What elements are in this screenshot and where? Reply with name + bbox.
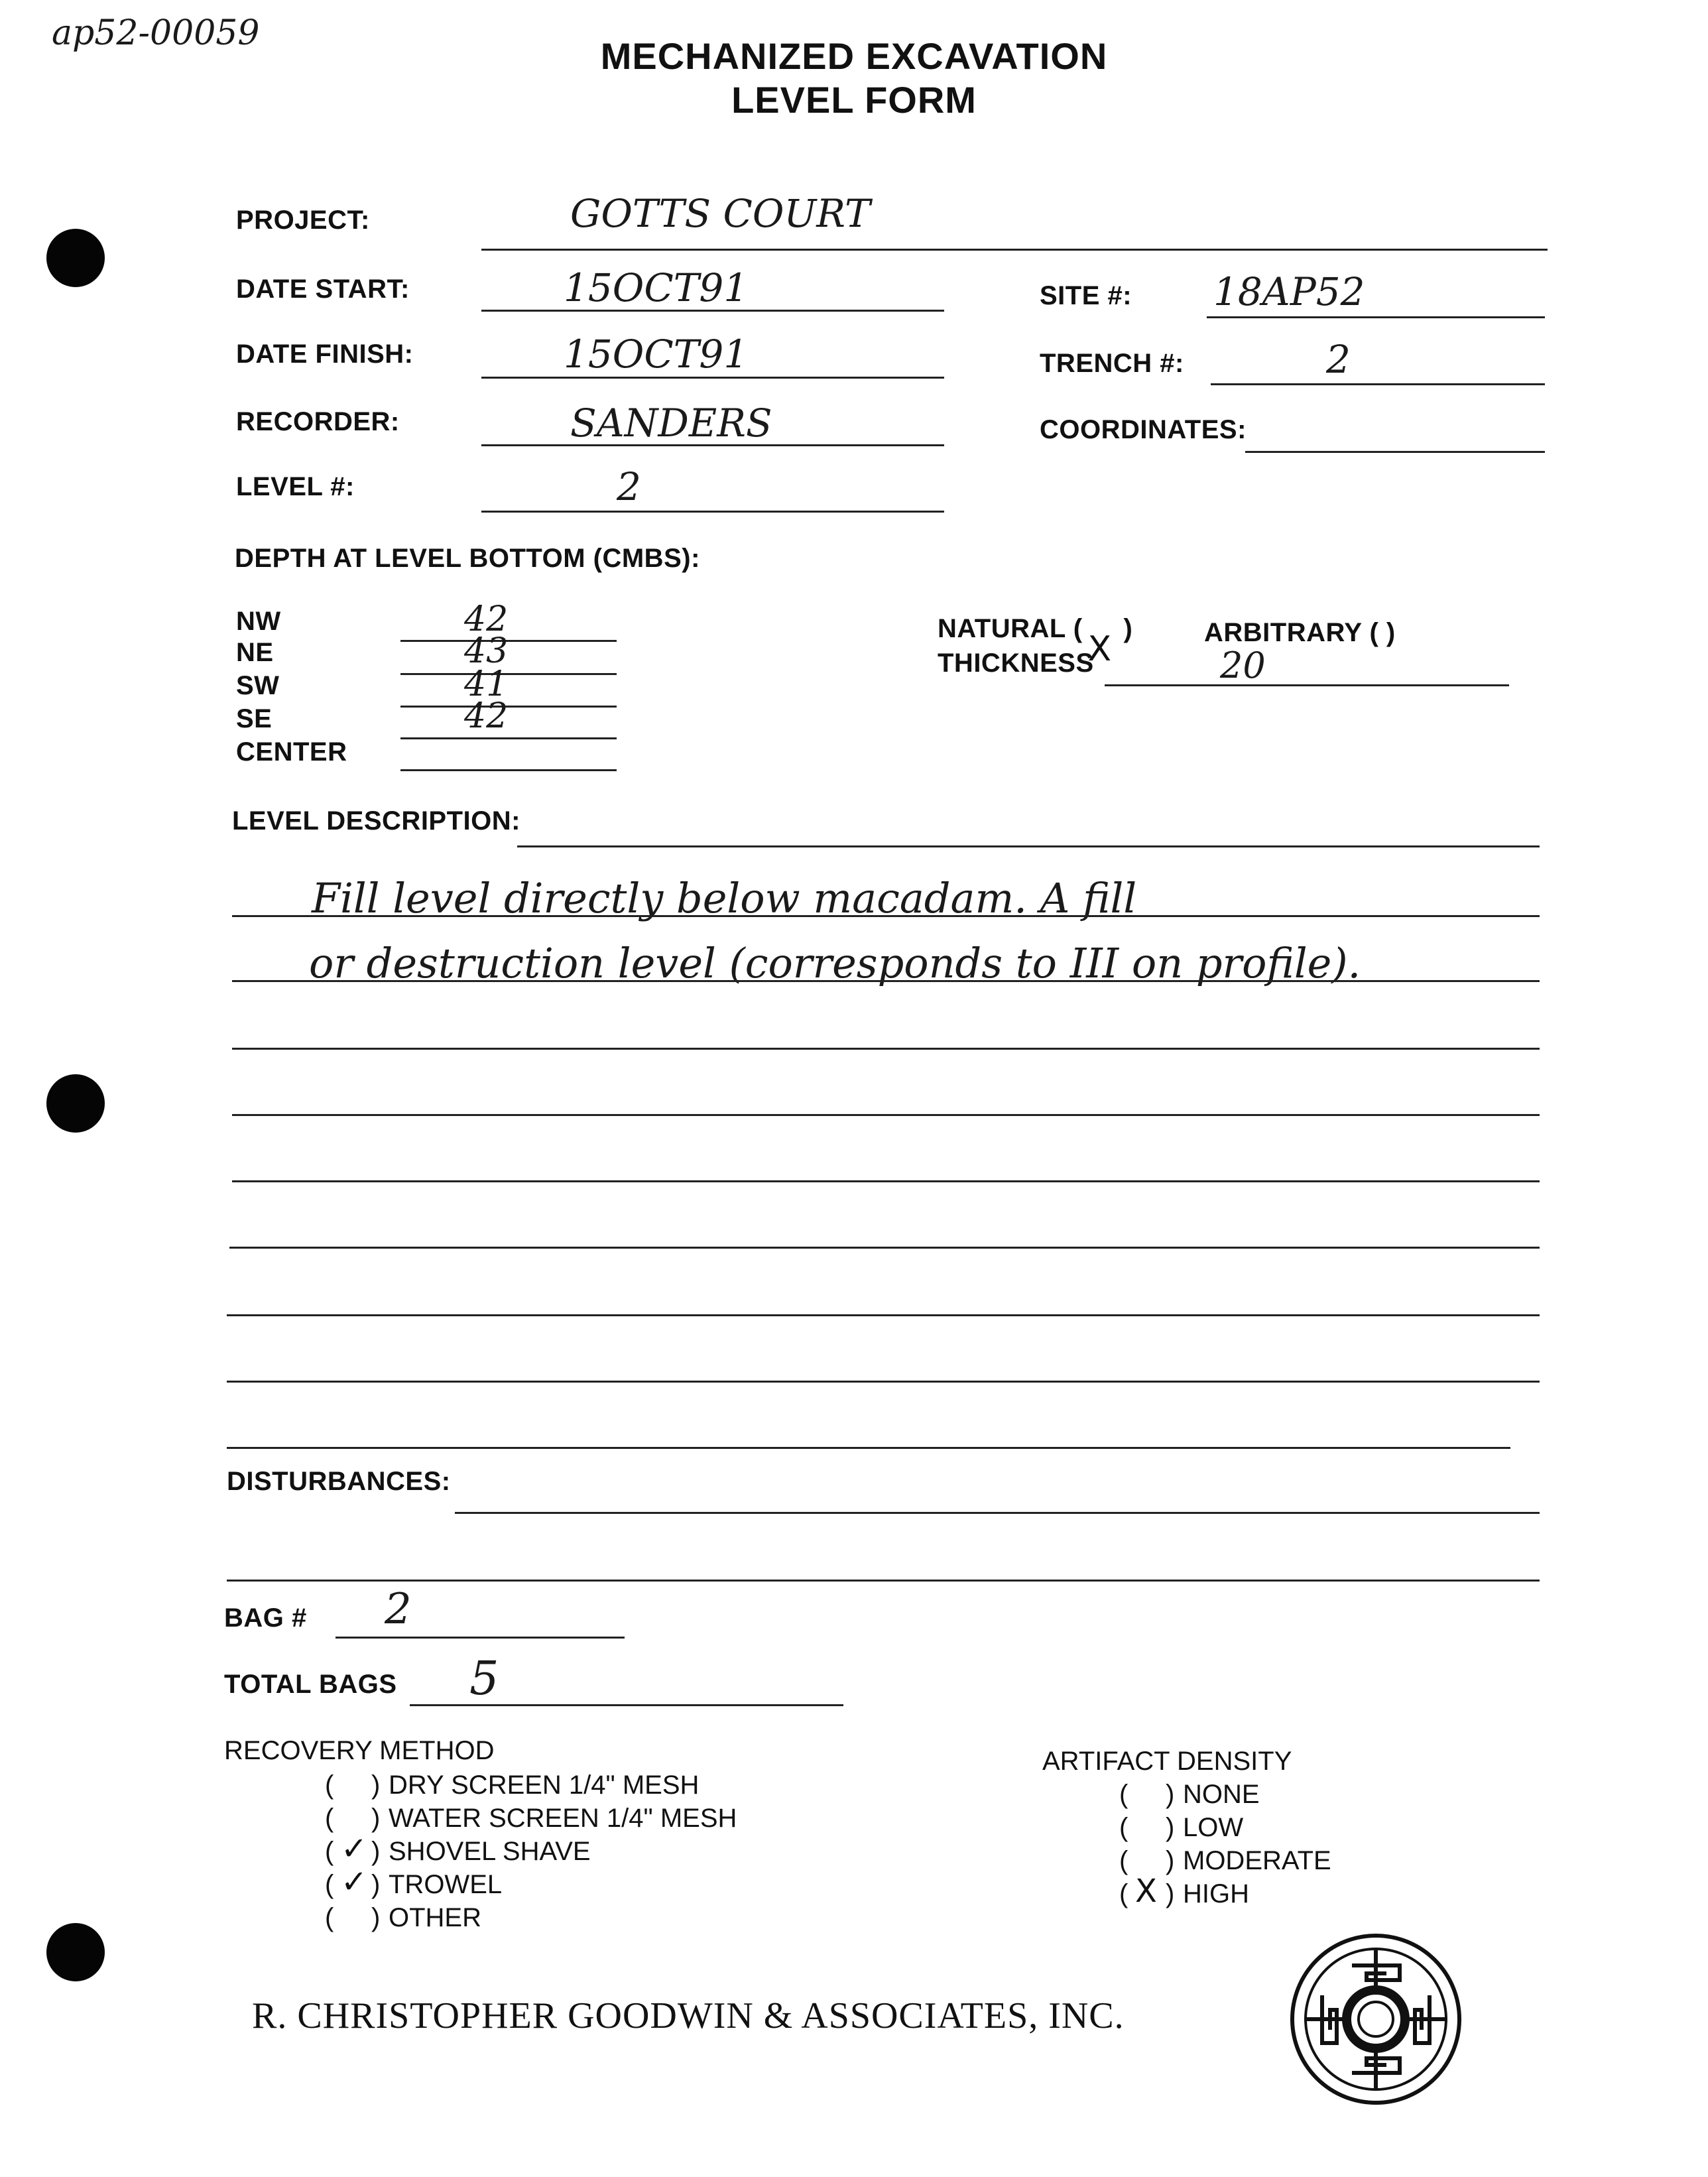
greek-key-seal-icon [1289, 1932, 1463, 2106]
recovery-checkbox[interactable]: ( ) [325, 1903, 381, 1932]
level-label: LEVEL #: [236, 472, 355, 501]
total-bags-label: TOTAL BAGS [224, 1670, 397, 1699]
natural-label-text: NATURAL ( [938, 614, 1083, 643]
depth-center-line [400, 769, 617, 771]
density-option-moderate[interactable] [1119, 1846, 1331, 1876]
depth-nw-label: NW [236, 607, 281, 636]
density-option-high[interactable] [1119, 1873, 1249, 1910]
recovery-option-trowel[interactable] [325, 1863, 503, 1900]
depth-se-line [400, 737, 617, 739]
description-line-8 [227, 1381, 1540, 1383]
bag-line [336, 1637, 625, 1639]
recovery-option-shovel-shave[interactable] [325, 1830, 591, 1867]
project-line [481, 249, 1548, 251]
description-line-0 [517, 845, 1540, 847]
recovery-option-label: SHOVEL SHAVE [389, 1837, 591, 1866]
recorder-line [481, 444, 944, 446]
total-bags-line [410, 1704, 843, 1706]
density-checkbox[interactable]: ( ) [1119, 1813, 1175, 1842]
depth-nw-line [400, 640, 617, 642]
description-line-4 [232, 1114, 1540, 1116]
recovery-option-water-screen[interactable] [325, 1804, 737, 1834]
density-checkbox[interactable]: ( ) [1119, 1846, 1175, 1875]
punch-hole-icon [46, 1923, 105, 1981]
depth-nw-value[interactable]: 42 [464, 599, 509, 639]
level-line [481, 511, 944, 513]
density-checkbox[interactable]: ( X ) [1119, 1873, 1175, 1910]
recovery-checkbox[interactable]: ( ✓ ) [325, 1863, 381, 1900]
project-label: PROJECT: [236, 206, 370, 235]
recovery-option-dry-screen[interactable] [325, 1771, 699, 1800]
recorder-value[interactable]: SANDERS [570, 401, 772, 446]
company-name: R. CHRISTOPHER GOODWIN & ASSOCIATES, INC. [252, 1995, 1125, 2036]
site-label: SITE #: [1040, 281, 1132, 310]
project-value[interactable]: GOTTS COURT [570, 191, 871, 236]
depth-sw-label: SW [236, 671, 280, 700]
natural-check-mark: X [1087, 629, 1112, 669]
description-line-9 [227, 1447, 1510, 1449]
density-check-mark: X [1135, 1873, 1157, 1910]
density-option-label: MODERATE [1183, 1846, 1331, 1875]
density-option-label: NONE [1183, 1780, 1260, 1809]
document-id: ap52-00059 [52, 13, 260, 53]
coordinates-label: COORDINATES: [1040, 415, 1247, 444]
date-finish-value[interactable]: 15OCT91 [564, 332, 749, 377]
description-text-line1[interactable]: Fill level directly below macadam. A fill [312, 874, 1137, 922]
artifact-density-heading: ARTIFACT DENSITY [1042, 1747, 1292, 1776]
level-value[interactable]: 2 [617, 464, 641, 509]
recovery-checkbox[interactable]: ( ) [325, 1804, 381, 1833]
punch-hole-icon [46, 1074, 105, 1133]
description-line-6 [229, 1247, 1540, 1249]
depth-sw-line [400, 706, 617, 708]
description-line-3 [232, 1048, 1540, 1050]
description-text-line2[interactable]: or destruction level (corresponds to III on profile). [309, 939, 1361, 987]
density-option-low[interactable] [1119, 1813, 1243, 1843]
total-bags-value[interactable]: 5 [469, 1651, 499, 1706]
thickness-line [1105, 684, 1509, 686]
date-start-line [481, 310, 944, 312]
form-title-line2: LEVEL FORM [731, 79, 977, 121]
depth-ne-value[interactable]: 43 [464, 631, 509, 671]
trench-value[interactable]: 2 [1326, 337, 1351, 382]
level-description-label: LEVEL DESCRIPTION: [232, 806, 520, 836]
disturbances-line-1 [227, 1580, 1540, 1582]
date-finish-label: DATE FINISH: [236, 340, 414, 369]
thickness-label: THICKNESS [938, 649, 1094, 678]
depth-ne-line [400, 673, 617, 675]
natural-label-close: ) [1123, 614, 1133, 643]
depth-center-label: CENTER [236, 737, 347, 767]
description-line-2 [232, 980, 1540, 982]
coordinates-line [1245, 451, 1545, 453]
form-title-line1: MECHANIZED EXCAVATION [600, 35, 1108, 77]
recovery-check-mark: ✓ [341, 1830, 368, 1867]
depth-se-label: SE [236, 704, 273, 733]
punch-hole-icon [46, 229, 105, 287]
depth-se-value[interactable]: 42 [464, 696, 509, 736]
depth-heading: DEPTH AT LEVEL BOTTOM (CMBS): [235, 544, 700, 573]
site-line [1207, 316, 1545, 318]
recovery-option-other[interactable] [325, 1903, 481, 1933]
density-option-none[interactable] [1119, 1780, 1260, 1810]
recovery-option-label: WATER SCREEN 1/4" MESH [389, 1804, 737, 1833]
recovery-option-label: OTHER [389, 1903, 481, 1932]
description-line-5 [232, 1180, 1540, 1182]
recovery-check-mark: ✓ [341, 1863, 368, 1900]
recorder-label: RECORDER: [236, 407, 400, 436]
site-value[interactable]: 18AP52 [1213, 269, 1365, 314]
date-start-value[interactable]: 15OCT91 [564, 265, 749, 310]
recovery-checkbox[interactable]: ( ✓ ) [325, 1830, 381, 1867]
recovery-checkbox[interactable]: ( ) [325, 1771, 381, 1800]
trench-line [1211, 383, 1545, 385]
recovery-method-heading: RECOVERY METHOD [224, 1736, 495, 1765]
trench-label: TRENCH #: [1040, 349, 1184, 378]
bag-label: BAG # [224, 1603, 307, 1633]
date-finish-line [481, 377, 944, 379]
recovery-option-label: TROWEL [389, 1870, 503, 1899]
thickness-value[interactable]: 20 [1220, 645, 1266, 686]
description-line-7 [227, 1314, 1540, 1316]
bag-value[interactable]: 2 [385, 1585, 412, 1634]
density-option-label: LOW [1183, 1813, 1244, 1842]
description-line-1 [232, 915, 1540, 917]
density-option-label: HIGH [1183, 1879, 1249, 1908]
density-checkbox[interactable]: ( ) [1119, 1780, 1175, 1809]
arbitrary-label[interactable]: ARBITRARY ( ) [1204, 618, 1396, 647]
depth-sw-value[interactable]: 41 [464, 664, 509, 704]
depth-ne-label: NE [236, 638, 274, 667]
disturbances-label: DISTURBANCES: [227, 1467, 451, 1496]
date-start-label: DATE START: [236, 275, 410, 304]
recovery-option-label: DRY SCREEN 1/4" MESH [389, 1771, 700, 1800]
disturbances-line-0 [455, 1512, 1540, 1514]
